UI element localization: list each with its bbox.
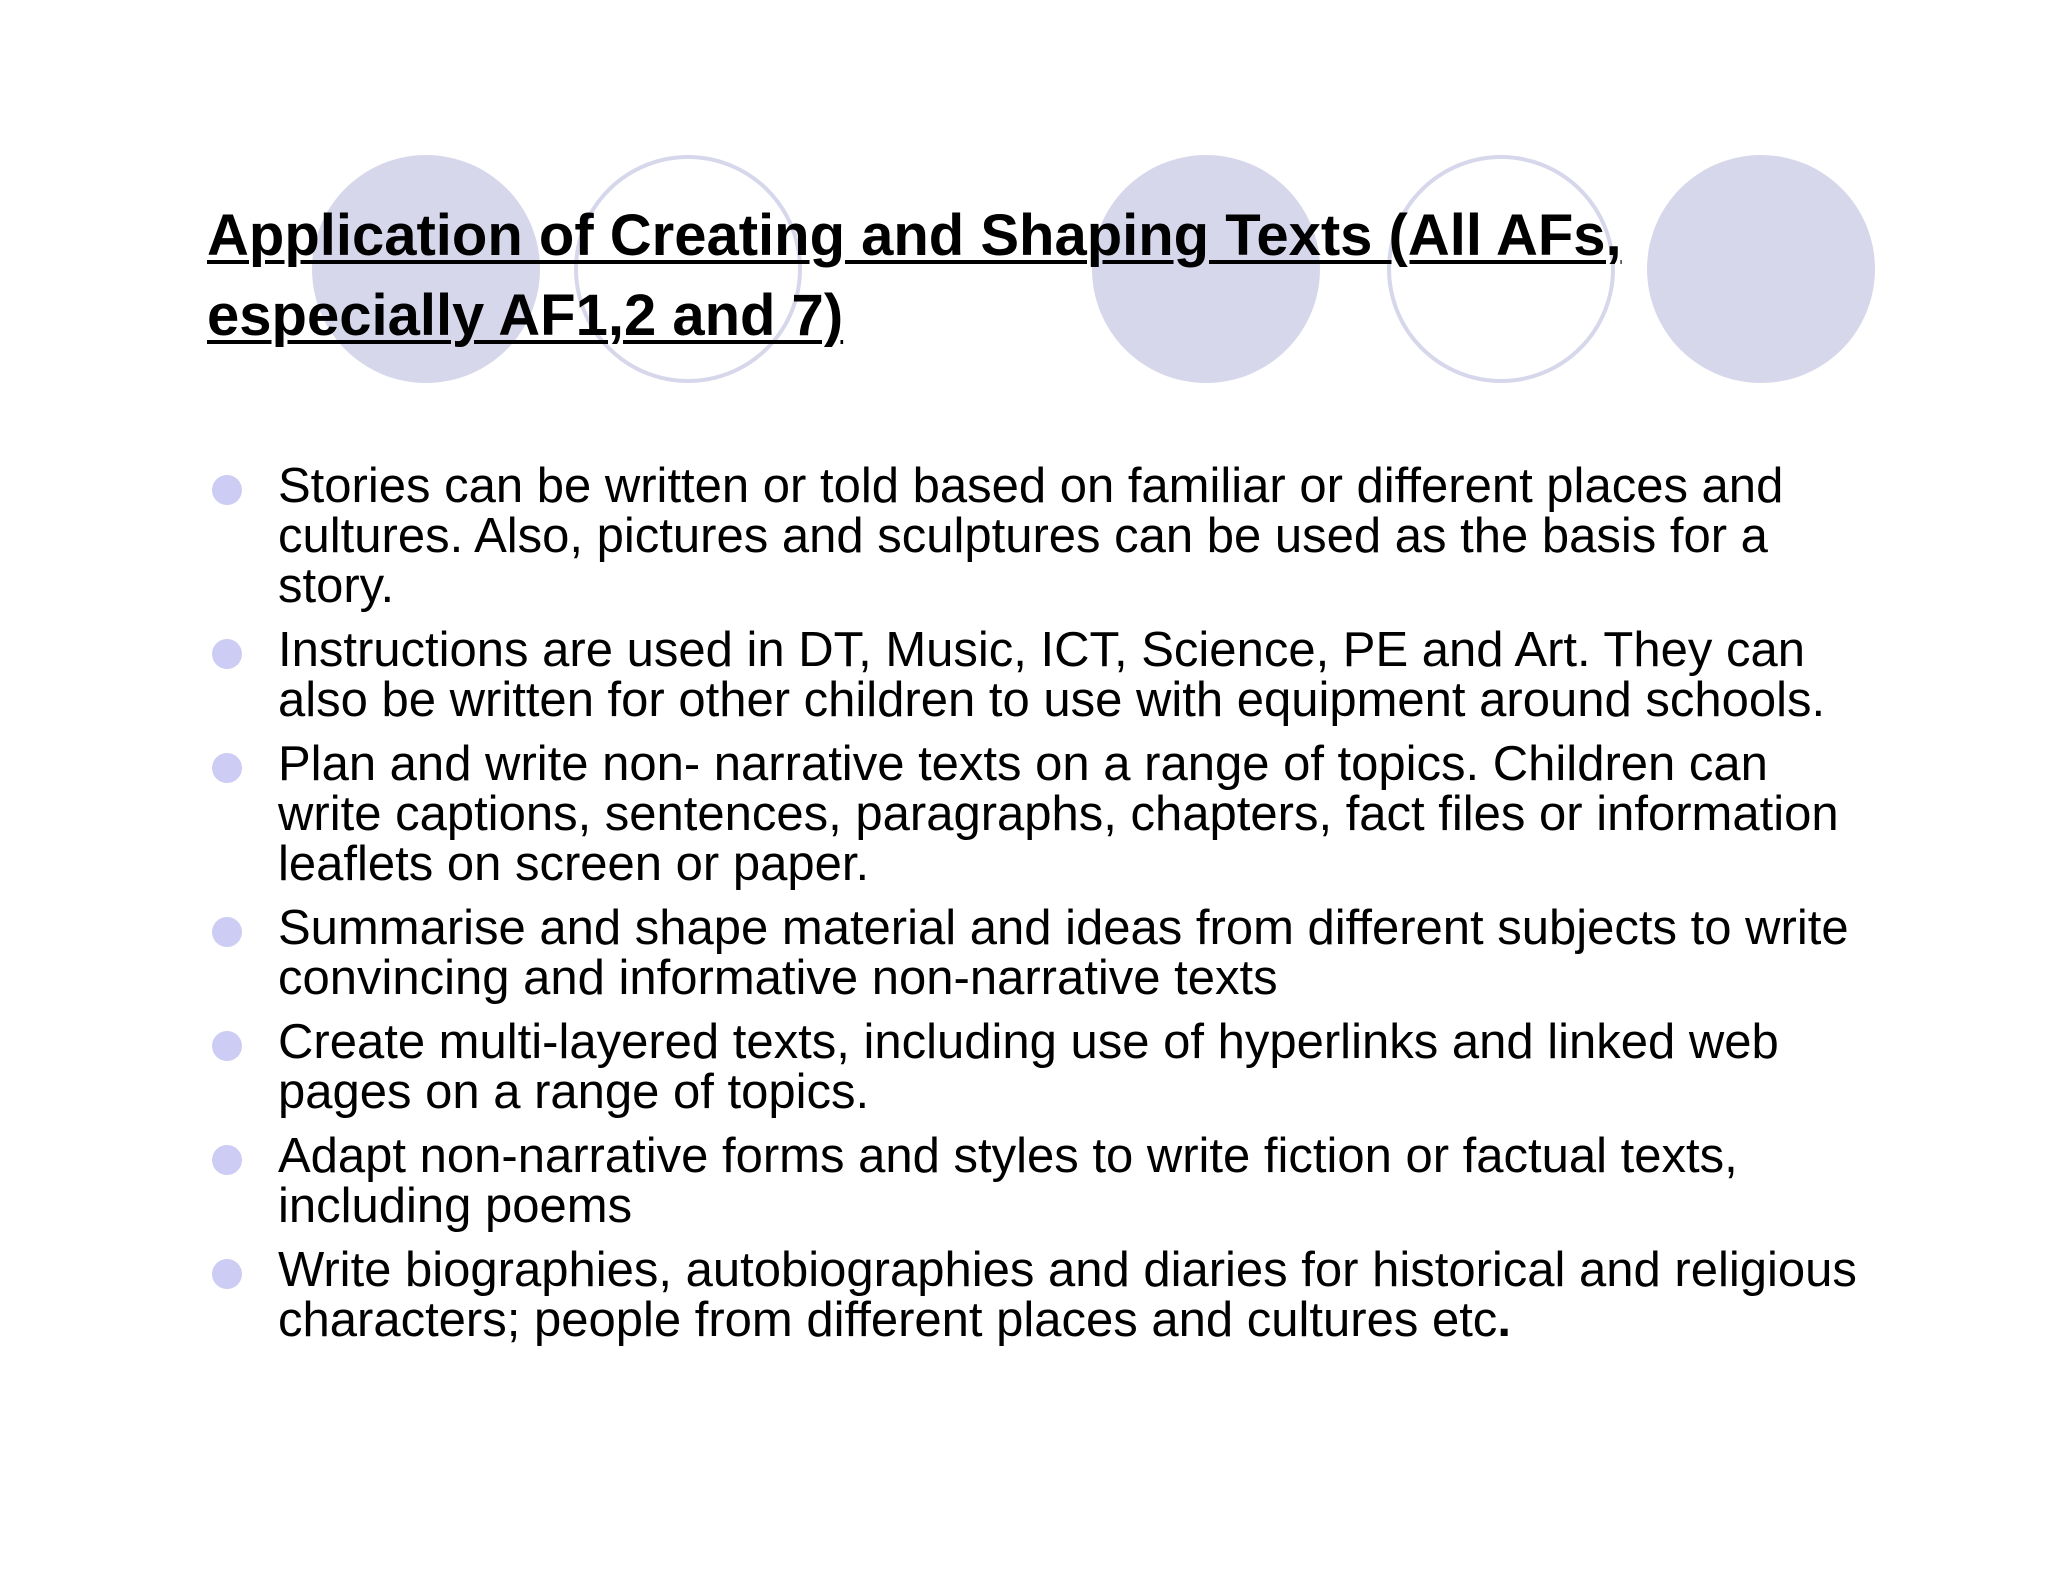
bullet-text: Plan and write non- narrative texts on a range of topics. Children can write captions, sentences, paragraphs, chapters, fact files or information leaflets on screen or paper. bbox=[278, 737, 1839, 891]
slide-title: Application of Creating and Shaping Texts (All AFs, especially AF1,2 and 7) bbox=[207, 203, 1622, 348]
bullet-item bbox=[210, 903, 1860, 1003]
bullet-item bbox=[210, 1131, 1860, 1231]
bullet-item bbox=[210, 461, 1860, 611]
bullet-item bbox=[210, 625, 1860, 725]
bullet-dot-icon bbox=[212, 753, 242, 783]
bullet-item bbox=[210, 1017, 1860, 1117]
bullet-text: Adapt non-narrative forms and styles to write fiction or factual texts, including poems bbox=[278, 1129, 1738, 1233]
bullet-item bbox=[210, 739, 1860, 889]
bullet-dot-icon bbox=[212, 639, 242, 669]
bullet-dot-icon bbox=[212, 475, 242, 505]
bullet-dot-icon bbox=[212, 1259, 242, 1289]
bullet-text: Stories can be written or told based on familiar or different places and cultures. Also, pictures and sculptures can be used as the basis for a story. bbox=[278, 459, 1784, 613]
bullet-text: Instructions are used in DT, Music, ICT, Science, PE and Art. They can also be written for other children to use with equipment around schools. bbox=[278, 623, 1826, 727]
bullet-list bbox=[210, 461, 1860, 1359]
bullet-text: Write biographies, autobiographies and diaries for historical and religious characters; people from different places and cultures etc bbox=[278, 1243, 1857, 1347]
bullet-text: Create multi-layered texts, including use of hyperlinks and linked web pages on a range of topics. bbox=[278, 1015, 1779, 1119]
bullet-text: Summarise and shape material and ideas from different subjects to write convincing and informative non-narrative texts bbox=[278, 901, 1849, 1005]
bullet-text-suffix: . bbox=[1497, 1293, 1511, 1347]
bullet-dot-icon bbox=[212, 1145, 242, 1175]
bullet-item bbox=[210, 1245, 1860, 1345]
bullet-dot-icon bbox=[212, 1031, 242, 1061]
bullet-dot-icon bbox=[212, 917, 242, 947]
